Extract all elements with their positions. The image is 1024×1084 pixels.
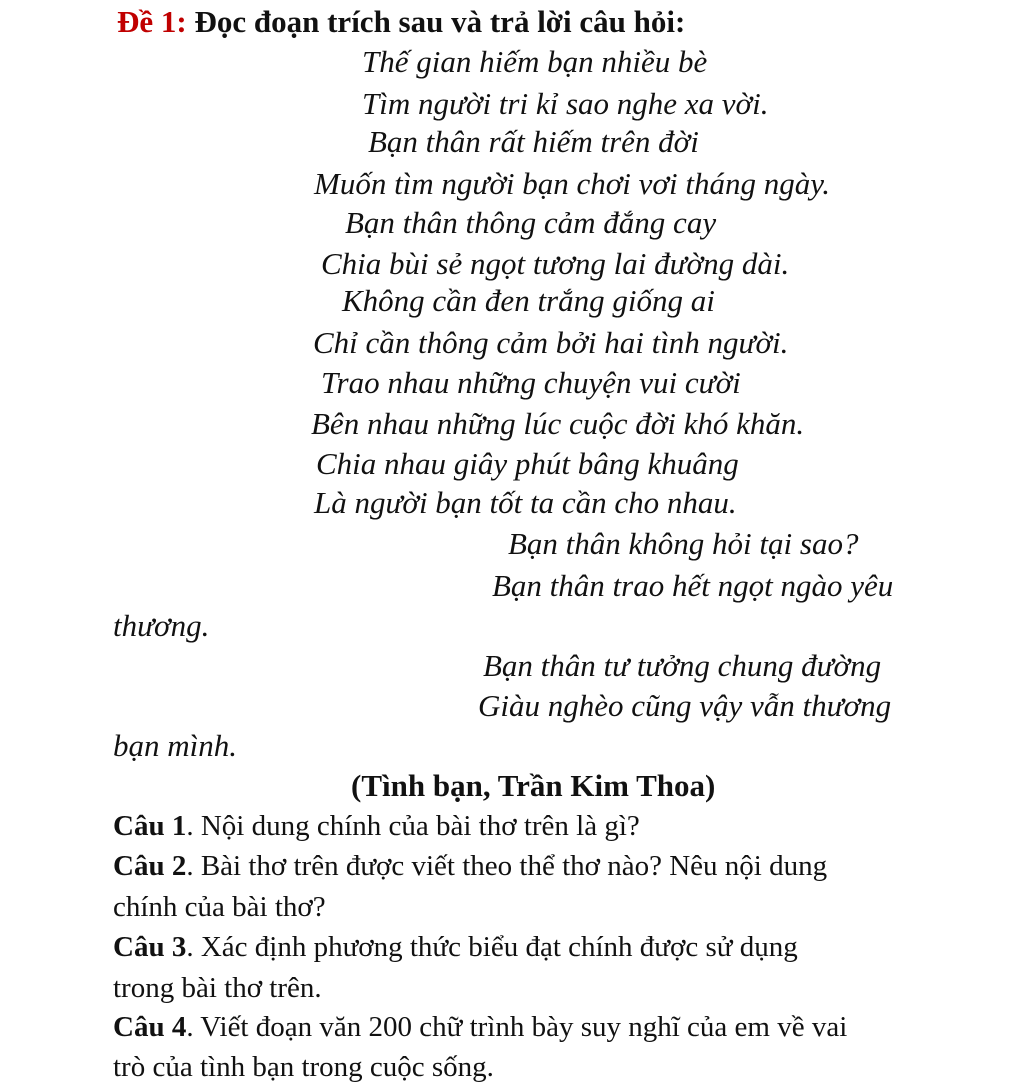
question-continuation: trò của tình bạn trong cuộc sống. bbox=[113, 1051, 494, 1083]
exercise-instruction: Đọc đoạn trích sau và trả lời câu hỏi: bbox=[186, 4, 686, 39]
question-text: . Nội dung chính của bài thơ trên là gì? bbox=[186, 810, 640, 842]
poem-line: Bạn thân rất hiếm trên đời bbox=[368, 124, 699, 159]
question-text: . Xác định phương thức biểu đạt chính được sử dụng bbox=[186, 931, 798, 963]
poem-line: Chia bùi sẻ ngọt tương lai đường dài. bbox=[321, 246, 790, 281]
poem-line: Không cần đen trắng giống ai bbox=[342, 283, 715, 318]
poem-line: bạn mình. bbox=[113, 728, 237, 763]
question-2 bbox=[113, 852, 827, 881]
question-text: . Viết đoạn văn 200 chữ trình bày suy nghĩ của em về vai bbox=[186, 1011, 848, 1043]
poem-line: Bạn thân không hỏi tại sao? bbox=[508, 526, 859, 561]
poem-line: thương. bbox=[113, 608, 210, 643]
poem-line: Bạn thân tư tưởng chung đường bbox=[483, 648, 882, 683]
poem-line: Chỉ cần thông cảm bởi hai tình người. bbox=[313, 325, 789, 360]
poem-line: Bên nhau những lúc cuộc đời khó khăn. bbox=[311, 406, 805, 441]
poem-line: Bạn thân trao hết ngọt ngào yêu bbox=[492, 568, 894, 603]
exercise-label: Đề 1: bbox=[117, 4, 187, 39]
poem-line: Bạn thân thông cảm đắng cay bbox=[345, 205, 717, 240]
poem-line: Tìm người tri kỉ sao nghe xa vời. bbox=[362, 86, 769, 121]
question-3 bbox=[113, 933, 798, 962]
question-continuation: trong bài thơ trên. bbox=[113, 972, 322, 1004]
question-label: Câu 2 bbox=[113, 850, 187, 882]
question-label: Câu 3 bbox=[113, 931, 187, 963]
poem-line: Thế gian hiếm bạn nhiều bè bbox=[362, 44, 708, 79]
poem-source: (Tình bạn, Trần Kim Thoa) bbox=[351, 768, 716, 803]
question-1 bbox=[113, 812, 640, 841]
poem-line: Muốn tìm người bạn chơi vơi tháng ngày. bbox=[314, 166, 830, 201]
question-text: . Bài thơ trên được viết theo thể thơ nào? Nêu nội dung bbox=[186, 850, 828, 882]
question-continuation: chính của bài thơ? bbox=[113, 891, 326, 923]
poem-line: Trao nhau những chuyện vui cười bbox=[321, 365, 741, 400]
exercise-heading bbox=[117, 6, 685, 37]
poem-line: Là người bạn tốt ta cần cho nhau. bbox=[314, 485, 737, 520]
question-4 bbox=[113, 1013, 847, 1042]
poem-line: Chia nhau giây phút bâng khuâng bbox=[316, 446, 739, 481]
question-label: Câu 4 bbox=[113, 1011, 187, 1043]
question-label: Câu 1 bbox=[113, 810, 187, 842]
poem-line: Giàu nghèo cũng vậy vẫn thương bbox=[478, 688, 892, 723]
